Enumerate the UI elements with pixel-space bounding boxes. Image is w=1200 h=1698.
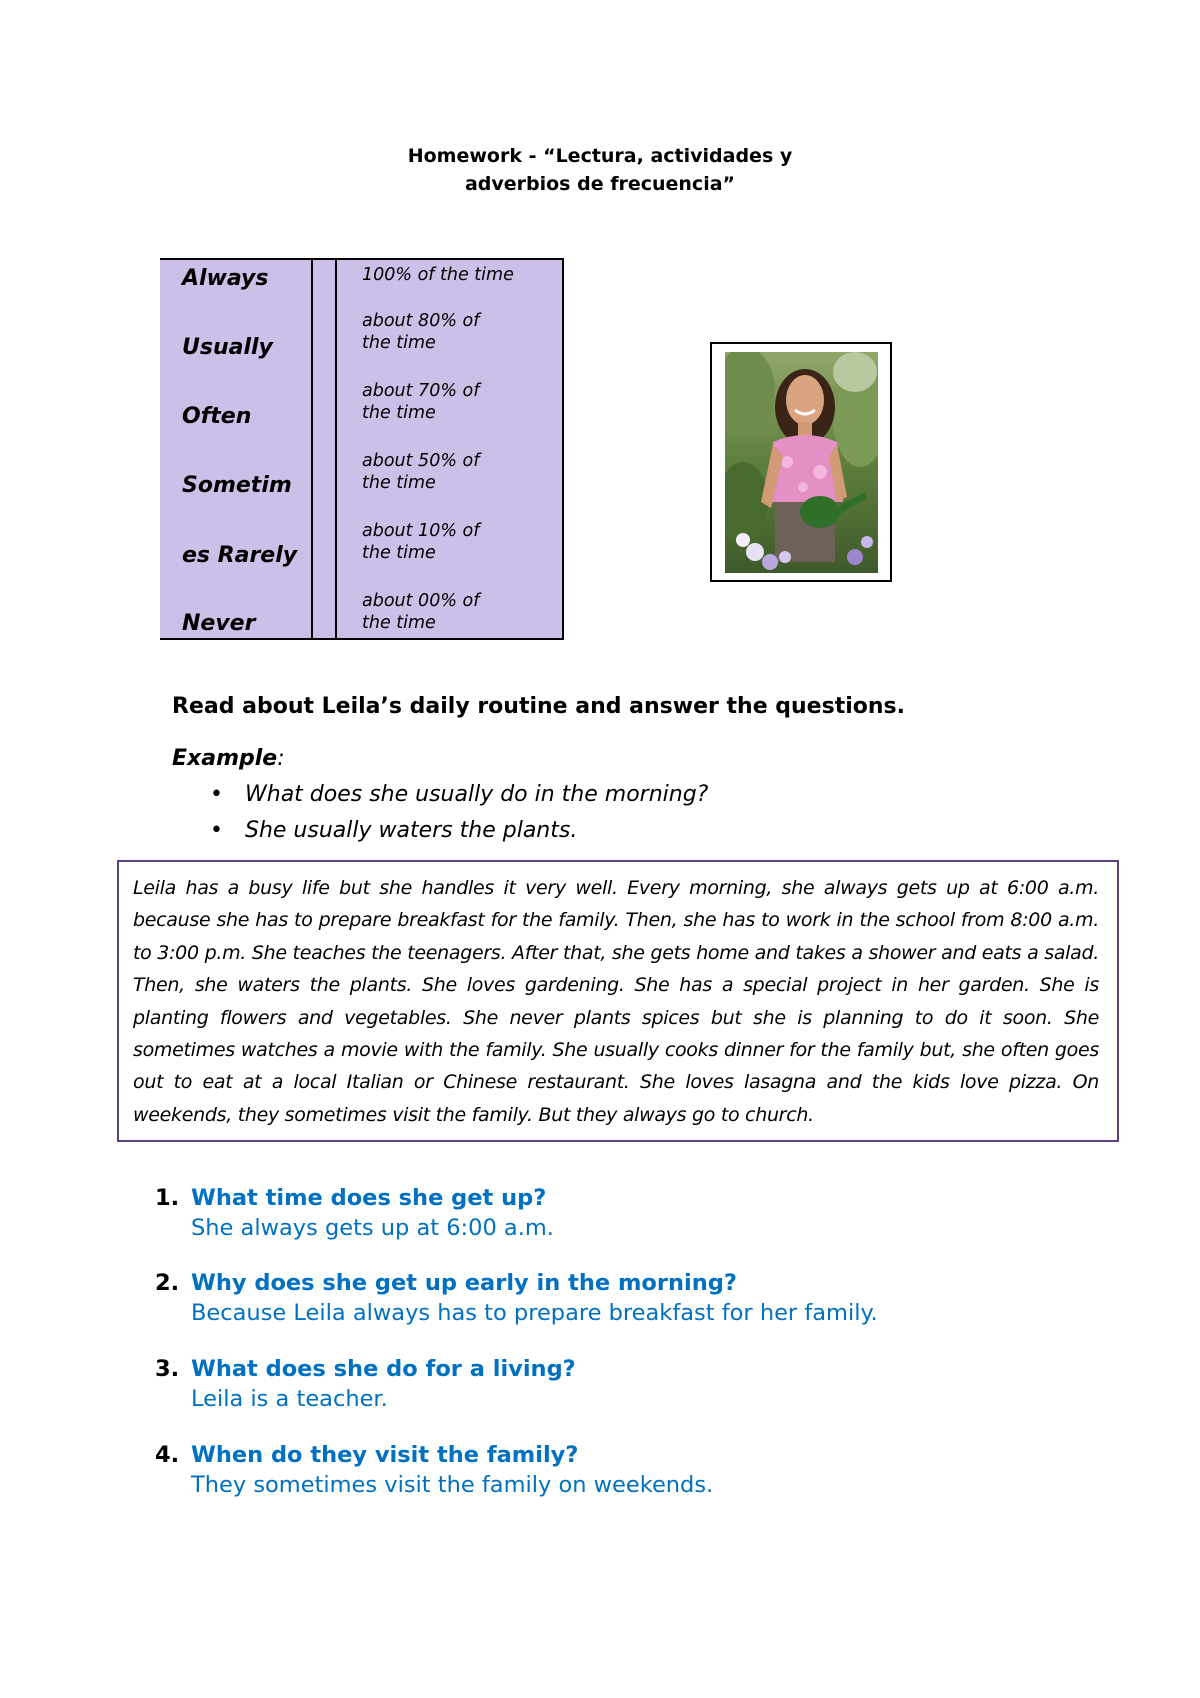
example-bullet-answer bbox=[210, 818, 577, 843]
adverb-always: Always bbox=[182, 266, 269, 291]
table-divider bbox=[311, 260, 313, 638]
document-title bbox=[0, 142, 1200, 198]
answer-text: Leila is a teacher. bbox=[191, 1386, 388, 1412]
adverb-sometimes-part: Sometim bbox=[182, 473, 292, 498]
example-answer-text: She usually waters the plants. bbox=[245, 818, 578, 843]
example-colon: : bbox=[277, 746, 285, 771]
table-divider bbox=[562, 260, 564, 638]
example-heading bbox=[172, 746, 285, 771]
percent-always: 100% of the time bbox=[362, 265, 514, 285]
question-number: 1. bbox=[155, 1185, 180, 1211]
question-number: 2. bbox=[155, 1270, 180, 1296]
percent-sometimes: about 50% of the time bbox=[362, 451, 480, 493]
answer-text: She always gets up at 6:00 a.m. bbox=[191, 1215, 554, 1241]
instruction-text: Read about Leila’s daily routine and answer the questions. bbox=[172, 694, 905, 719]
title-line-2: adverbios de frecuencia” bbox=[464, 173, 736, 195]
question-text: What does she do for a living? bbox=[191, 1356, 576, 1382]
table-divider bbox=[335, 260, 337, 638]
photo-illustration bbox=[725, 352, 878, 573]
frequency-table bbox=[160, 258, 564, 640]
percent-rarely: about 10% of the time bbox=[362, 521, 480, 563]
example-label: Example bbox=[172, 746, 278, 771]
question-text: Why does she get up early in the morning? bbox=[191, 1270, 737, 1296]
answer-text: Because Leila always has to prepare breakfast for her family. bbox=[191, 1300, 878, 1326]
question-number: 3. bbox=[155, 1356, 180, 1382]
bullet-icon: • bbox=[210, 818, 223, 843]
adverb-often: Often bbox=[182, 404, 252, 429]
adverb-usually: Usually bbox=[182, 335, 273, 360]
answer-text: They sometimes visit the family on weekends. bbox=[191, 1472, 714, 1498]
adverb-rarely: es Rarely bbox=[182, 543, 298, 568]
question-text: When do they visit the family? bbox=[191, 1442, 579, 1468]
reading-passage: Leila has a busy life but she handles it very well. Every morning, she always gets up at 6:00 a.m. because she has to prepare breakfast for the family. Then, she has to work in the school from 8:00 a.m. to 3:00 p.m. She teaches the teenagers. After that, she gets home and takes a shower and eats a salad. Then, she waters the plants. She loves gardening. She has a special project in her garden. She is planting flowers and vegetables. She never plants spices but she is planning to do it soon. She sometimes watches a movie with the family. She usually cooks dinner for the family but, she often goes out to eat at a local Italian or Chinese restaurant. She loves lasagna and the kids love pizza. On weekends, they sometimes visit the family. But they always go to church. bbox=[133, 877, 1099, 1126]
example-bullet-question bbox=[210, 782, 708, 807]
reading-passage-box bbox=[117, 860, 1119, 1142]
bullet-icon: • bbox=[210, 782, 223, 807]
question-number: 4. bbox=[155, 1442, 180, 1468]
title-line-1: Homework - “Lectura, actividades y bbox=[407, 145, 793, 167]
adverb-never: Never bbox=[182, 611, 256, 636]
woman-gardening-photo bbox=[710, 342, 892, 582]
percent-never: about 00% of the time bbox=[362, 591, 480, 633]
example-question-text: What does she usually do in the morning? bbox=[245, 782, 709, 807]
question-text: What time does she get up? bbox=[191, 1185, 547, 1211]
percent-usually: about 80% of the time bbox=[362, 311, 480, 353]
percent-often: about 70% of the time bbox=[362, 381, 480, 423]
